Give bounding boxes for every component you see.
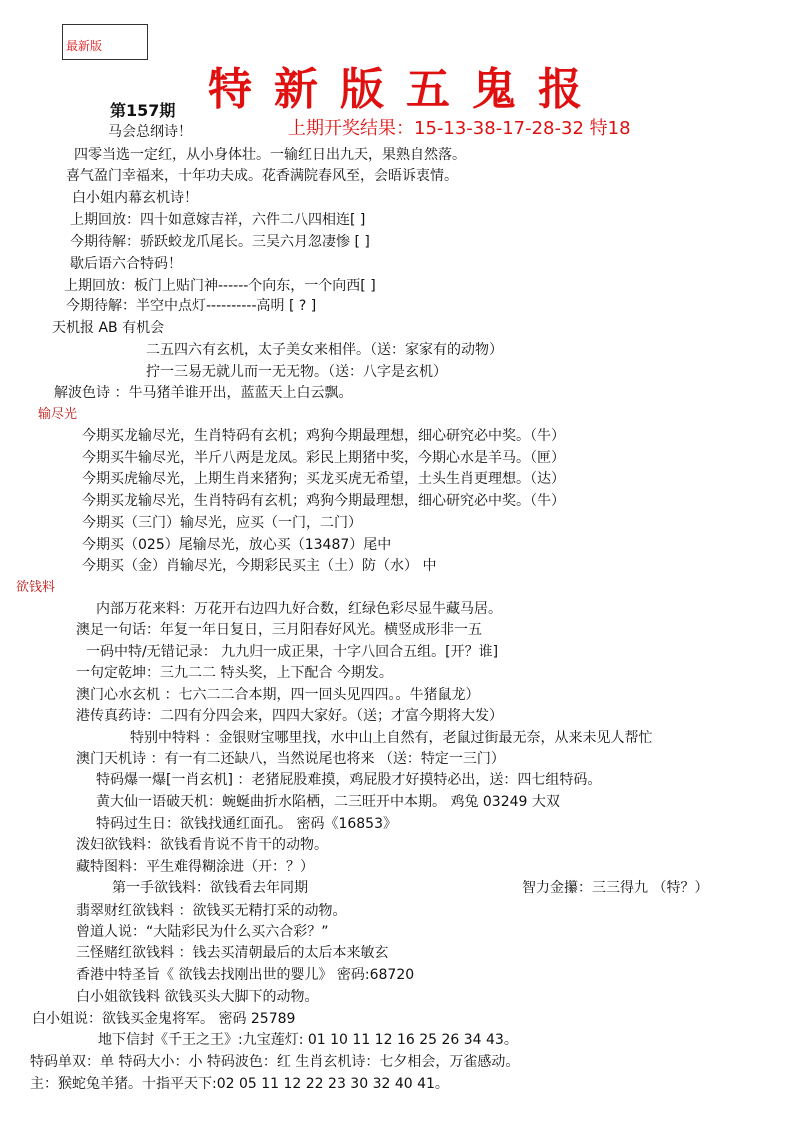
- text-line: 马会总纲诗！: [108, 124, 192, 140]
- text-line: 今期买龙输尽光，生肖特码有玄机；鸡狗今期最理想，细心研究必中奖。（牛）: [82, 493, 565, 509]
- text-line: 主：猴蛇兔羊猪。十指平天下:02 05 11 12 22 23 30 32 40 41。: [30, 1076, 449, 1092]
- text-line: 特码过生日：欲钱找通红面孔。 密码《16853》: [96, 816, 397, 832]
- version-tag: 最新版: [66, 39, 103, 53]
- text-line: 上期回放：板门上贴门神------个向东，一个向西[ ]: [64, 278, 376, 294]
- text-line: 翡翠财红欲钱料 ：欲钱买无精打采的动物。: [76, 903, 347, 919]
- text-line: 智力金攥：三三得九 （特？）: [522, 880, 709, 896]
- text-line: 今期待解：半空中点灯----------高明 [ ? ]: [66, 298, 317, 314]
- text-line: 黄大仙一语破天机：蜿蜒曲折水陷栖，二三旺开中本期。 鸡兔 03249 大双: [96, 794, 560, 810]
- text-line: 澳足一句话：年复一年日复日，三月阳春好风光。横竖成形非一五: [76, 622, 482, 638]
- text-line: 特码单双：单 特码大小：小 特码波色：红 生肖玄机诗：七夕相会，万雀感动。: [30, 1054, 520, 1070]
- text-line: 一码中特/无错记录： 九九归一成正果，十字八回合五组。[开？谁]: [86, 644, 499, 660]
- text-line: 一句定乾坤：三九二二 特头奖，上下配合 今期发。: [76, 665, 393, 681]
- text-line: 特别中特料 ：金银财宝哪里找，水中山上自然有，老鼠过街最无奈，从来未见人帮忙: [130, 730, 653, 746]
- last-result: 上期开奖结果：15-13-38-17-28-32 特18: [288, 118, 631, 139]
- text-line: 喜气盈门幸福来，十年功夫成。花香满院春风至，会晤诉衷情。: [66, 168, 458, 184]
- text-line: 拧一三易无就儿而一无无物。（送：八字是玄机）: [146, 364, 447, 380]
- text-line: 歇后语六合特码！: [70, 256, 182, 272]
- version-box: [62, 24, 148, 60]
- text-line: 内部万花来料：万花开右边四九好合数，红绿色彩尽显牛藏马居。: [96, 601, 502, 617]
- text-line: 泼妇欲钱料：欲钱看肯说不肯干的动物。: [76, 837, 328, 853]
- text-line: 三怪赌红欲钱料 ：钱去买清朝最后的太后本来敏玄: [76, 945, 389, 961]
- text-line: 今期买龙输尽光，生肖特码有玄机；鸡狗今期最理想，细心研究必中奖。（牛）: [82, 428, 565, 444]
- issue-number: 第157期: [110, 101, 176, 120]
- page-title: 特新版五鬼报: [208, 64, 604, 115]
- text-line: 曾道人说：“大陆彩民为什么买六合彩？”: [76, 924, 329, 940]
- text-line: 特码爆一爆[一肖玄机] ：老猪屁股难摸，鸡屁股才好摸特必出，送：四七组特码。: [96, 772, 602, 788]
- text-line: 港传真药诗：二四有分四会来，四四大家好。（送；才富今期将大发）: [76, 708, 503, 724]
- text-line: 白小姐欲钱料 欲钱买头大脚下的动物。: [76, 989, 319, 1005]
- text-line: 今期待解：骄跃蛟龙爪尾长。三吴六月忽凄惨 [ ]: [70, 234, 370, 250]
- text-line: 香港中特圣旨《 欲钱去找刚出世的婴儿》 密码:68720: [76, 967, 415, 983]
- text-line: 第一手欲钱料：欲钱看去年同期: [112, 880, 308, 896]
- text-line: 今期买（三门）输尽光，应买（一门，二门）: [82, 515, 362, 531]
- section-heading: 输尽光: [38, 407, 78, 422]
- text-line: 澳门心水玄机 ：七六二二合本期，四一回头见四四。。牛猪鼠龙）: [76, 687, 480, 703]
- text-line: 天机报 AB 有机会: [52, 320, 165, 336]
- text-line: 四零当选一定红，从小身体壮。一输红日出九天，果熟自然落。: [74, 147, 466, 163]
- text-line: 澳门天机诗 ：有一有二还缺八，当然说尾也将来 （送：特定一三门）: [76, 751, 505, 767]
- text-line: 白小姐说：欲钱买金鬼将军。 密码 25789: [32, 1011, 296, 1027]
- text-line: 二五四六有玄机，太子美女来相伴。（送：家家有的动物）: [146, 342, 503, 358]
- text-line: 白小姐内幕玄机诗！: [72, 190, 198, 206]
- section-heading: 欲钱料: [16, 580, 56, 595]
- text-line: 今期买虎输尽光，上期生肖来猪狗；买龙买虎无希望，土头生肖更理想。（达）: [82, 471, 565, 487]
- text-line: 上期回放：四十如意嫁吉祥，六件二八四相连[ ]: [70, 212, 366, 228]
- text-line: 今期买牛输尽光，半斤八两是龙凤。彩民上期猪中奖，今期心水是羊马。（匣）: [82, 450, 565, 466]
- text-line: 藏特图料：平生难得糊涂进（开：？）: [76, 859, 314, 875]
- text-line: 今期买（025）尾输尽光，放心买（13487）尾中: [82, 537, 392, 553]
- text-line: 今期买（金）肖输尽光，今期彩民买主（土）防（水） 中: [82, 558, 437, 574]
- text-line: 解波色诗 ：牛马猪羊谁开出，蓝蓝天上白云飘。: [54, 385, 353, 401]
- text-line: 地下信封《千王之王》:九宝莲灯: 01 10 11 12 16 25 26 34 43。: [98, 1032, 518, 1048]
